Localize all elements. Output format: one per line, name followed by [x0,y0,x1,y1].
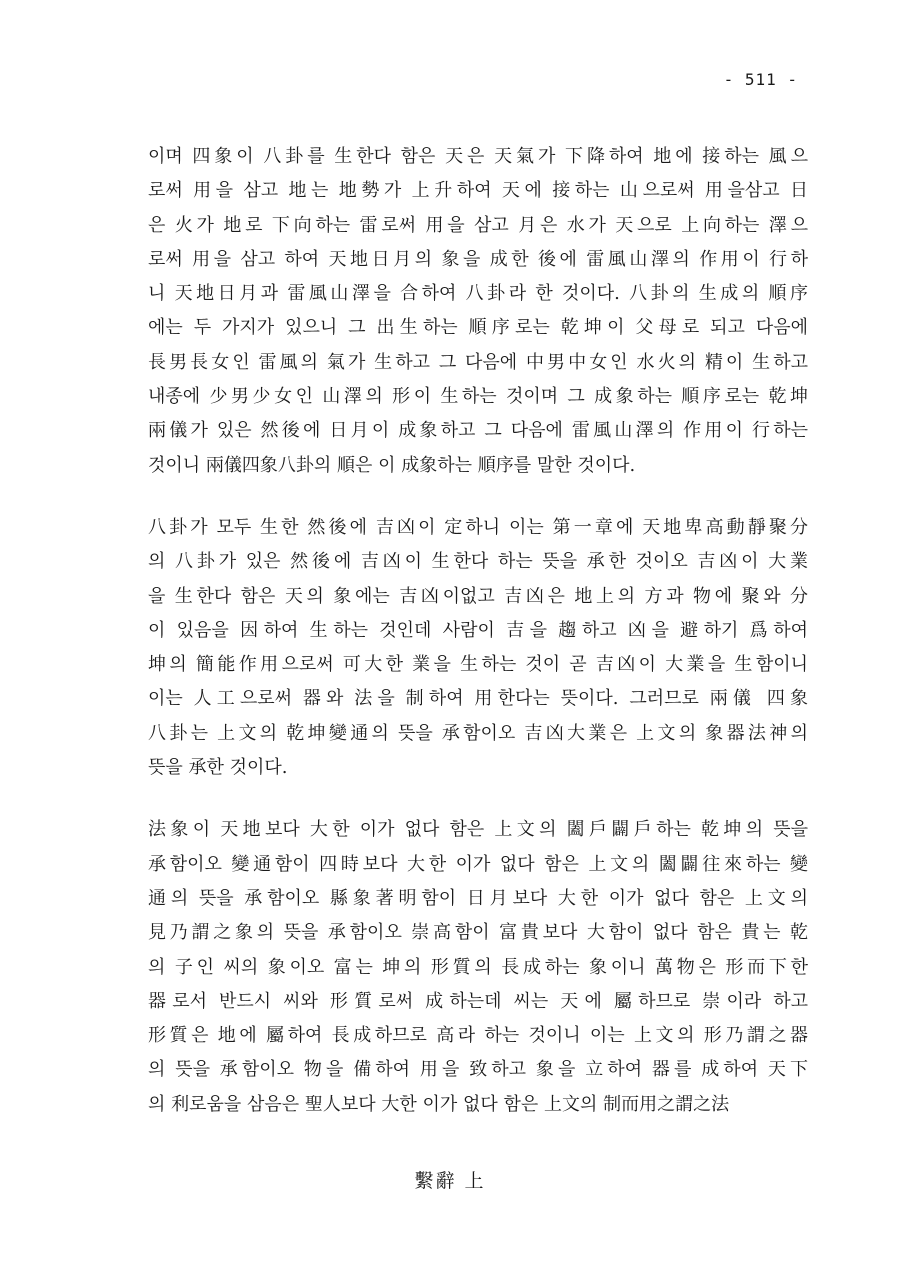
text-line: 은 火가 地로 下向하는 雷로써 用을 삼고 月은 水가 天으로 上向하는 澤으 [148,214,808,236]
paragraph-1 [148,140,808,483]
text-line: 八卦는 上文의 乾坤變通의 뜻을 承함이오 吉凶大業은 上文의 象器法神의 [148,722,808,744]
text-line: 通의 뜻을 承함이오 縣象著明함이 日月보다 大한 이가 없다 함은 上文의 [148,887,808,909]
text-line: 뜻을 承한 것이다. [148,757,288,779]
text-line: 見乃謂之象의 뜻을 承함이오 崇高함이 富貴보다 大함이 없다 함은 貴는 乾 [148,922,808,944]
text-line: 形質은 地에 屬하여 長成하므로 高라 하는 것이니 이는 上文의 形乃謂之器 [148,1025,808,1047]
text-line: 器로서 반드시 씨와 形質로써 成하는데 씨는 天에 屬하므로 崇이라 하고 [148,990,808,1012]
text-line: 을 生한다 함은 天의 象에는 吉凶이없고 吉凶은 地上의 方과 物에 聚와 分 [148,585,808,607]
text-line: 兩儀가 있은 然後에 日月이 成象하고 그 다음에 雷風山澤의 作用이 行하는 [148,420,808,442]
text-line: 의 뜻을 承함이오 物을 備하여 用을 致하고 象을 立하여 器를 成하여 天下 [148,1059,808,1081]
text-line: 의 利로움을 삼음은 聖人보다 大한 이가 없다 함은 上文의 制而用之謂之法 [148,1093,730,1115]
text-line: 이는 人工으로써 器와 法을 制하여 用한다는 뜻이다. 그러므로 兩儀 四象 [148,688,808,710]
text-line: 承함이오 變通함이 四時보다 大한 이가 없다 함은 上文의 闔闢往來하는 變 [148,853,808,875]
text-line: 로써 用을 삼고 하여 天地日月의 象을 成한 後에 雷風山澤의 作用이 行하 [148,248,808,270]
text-line: 坤의 簡能作用으로써 可大한 業을 生하는 것이 곧 吉凶이 大業을 生함이니 [148,654,808,676]
running-footer: 繫辭 上 [414,1170,486,1192]
text-line: 에는 두 가지가 있으니 그 出生하는 順序로는 乾坤이 父母로 되고 다음에 [148,317,808,339]
paragraph-2 [148,511,808,785]
text-line: 내종에 少男少女인 山澤의 形이 生하는 것이며 그 成象하는 順序로는 乾坤 [148,386,808,408]
text-line: 의 八卦가 있은 然後에 吉凶이 生한다 하는 뜻을 承한 것이오 吉凶이 大業 [148,551,808,573]
text-line: 니 天地日月과 雷風山澤을 合하여 八卦라 한 것이다. 八卦의 生成의 順序 [148,283,808,305]
paragraph-3 [148,813,808,1122]
text-line: 이 있음을 因하여 生하는 것인데 사람이 吉을 趨하고 凶을 避하기 爲하여 [148,619,808,641]
page-number: - 511 - [723,70,798,89]
text-line: 로써 用을 삼고 地는 地勢가 上升하여 天에 接하는 山으로써 用을삼고 日 [148,180,808,202]
text-line: 이며 四象이 八卦를 生한다 함은 天은 天氣가 下降하여 地에 接하는 風으 [148,146,808,167]
text-line: 것이니 兩儀四象八卦의 順은 이 成象하는 順序를 말한 것이다. [148,454,636,476]
text-line: 法象이 天地보다 大한 이가 없다 함은 上文의 闔戶闢戶하는 乾坤의 뜻을 [148,819,808,841]
body-text [148,140,808,1150]
text-line: 長男長女인 雷風의 氣가 生하고 그 다음에 中男中女인 水火의 精이 生하고 [148,351,808,373]
text-line: 의 子인 씨의 象이오 富는 坤의 形質의 長成하는 象이니 萬物은 形而下한 [148,956,808,978]
text-line: 八卦가 모두 生한 然後에 吉凶이 定하니 이는 第一章에 天地卑高動靜聚分 [148,516,808,538]
